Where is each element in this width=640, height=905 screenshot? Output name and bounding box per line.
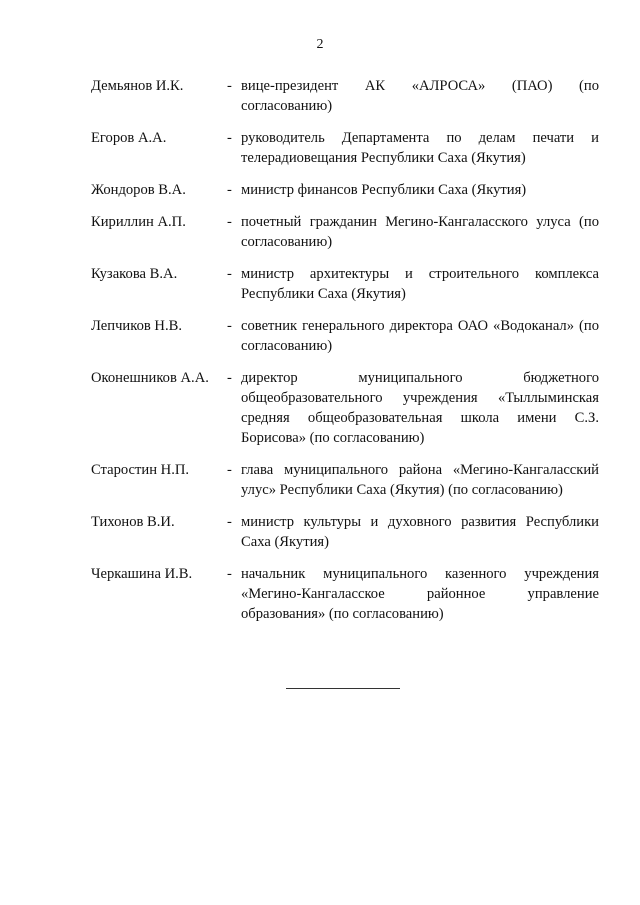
member-row	[91, 512, 599, 552]
member-row	[91, 128, 599, 168]
member-row	[91, 564, 599, 624]
member-role: руководитель Департамента по делам печати и телерадиовещания Республики Саха (Якутия)	[241, 130, 599, 166]
member-dash: -	[227, 182, 232, 198]
member-role: министр культуры и духовного развития Республики Саха (Якутия)	[241, 514, 599, 550]
member-row	[91, 212, 599, 252]
member-role: начальник муниципального казенного учреждения «Мегино-Кангаласское районное управление образования» (по согласованию)	[241, 566, 599, 622]
member-dash: -	[227, 566, 232, 582]
closing-divider	[286, 688, 400, 689]
member-row	[91, 180, 599, 200]
member-name: Лепчиков Н.В.	[91, 318, 182, 334]
members-list	[91, 76, 599, 636]
member-name: Жондоров В.А.	[91, 182, 186, 198]
member-role: глава муниципального района «Мегино-Кангаласский улус» Республики Саха (Якутия) (по согласованию)	[241, 462, 599, 498]
member-name: Тихонов В.И.	[91, 514, 175, 530]
member-dash: -	[227, 318, 232, 334]
member-role: директор муниципального бюджетного общеобразовательного учреждения «Тыллыминская средняя общеобразовательная школа имени С.З. Борисова» (по согласованию)	[241, 370, 599, 446]
member-name: Егоров А.А.	[91, 130, 167, 146]
member-role: вице-президент АК «АЛРОСА» (ПАО) (по согласованию)	[241, 78, 599, 114]
member-name: Черкашина И.В.	[91, 566, 193, 582]
member-row	[91, 76, 599, 116]
member-role: советник генерального директора ОАО «Водоканал» (по согласованию)	[241, 318, 599, 354]
member-row	[91, 264, 599, 304]
member-name: Старостин Н.П.	[91, 462, 190, 478]
member-name: Оконешников А.А.	[91, 370, 209, 386]
member-role: министр архитектуры и строительного комплекса Республики Саха (Якутия)	[241, 266, 599, 302]
member-dash: -	[227, 214, 232, 230]
member-name: Демьянов И.К.	[91, 78, 184, 94]
member-row	[91, 460, 599, 500]
member-role: почетный гражданин Мегино-Кангаласского улуса (по согласованию)	[241, 214, 599, 250]
member-dash: -	[227, 514, 232, 530]
page-number: 2	[316, 37, 324, 52]
member-name: Кириллин А.П.	[91, 214, 186, 230]
member-row	[91, 368, 599, 448]
member-dash: -	[227, 130, 232, 146]
member-dash: -	[227, 370, 232, 386]
member-row	[91, 316, 599, 356]
member-dash: -	[227, 462, 232, 478]
member-dash: -	[227, 266, 232, 282]
member-dash: -	[227, 78, 232, 94]
member-role: министр финансов Республики Саха (Якутия)	[241, 182, 527, 198]
member-name: Кузакова В.А.	[91, 266, 178, 282]
